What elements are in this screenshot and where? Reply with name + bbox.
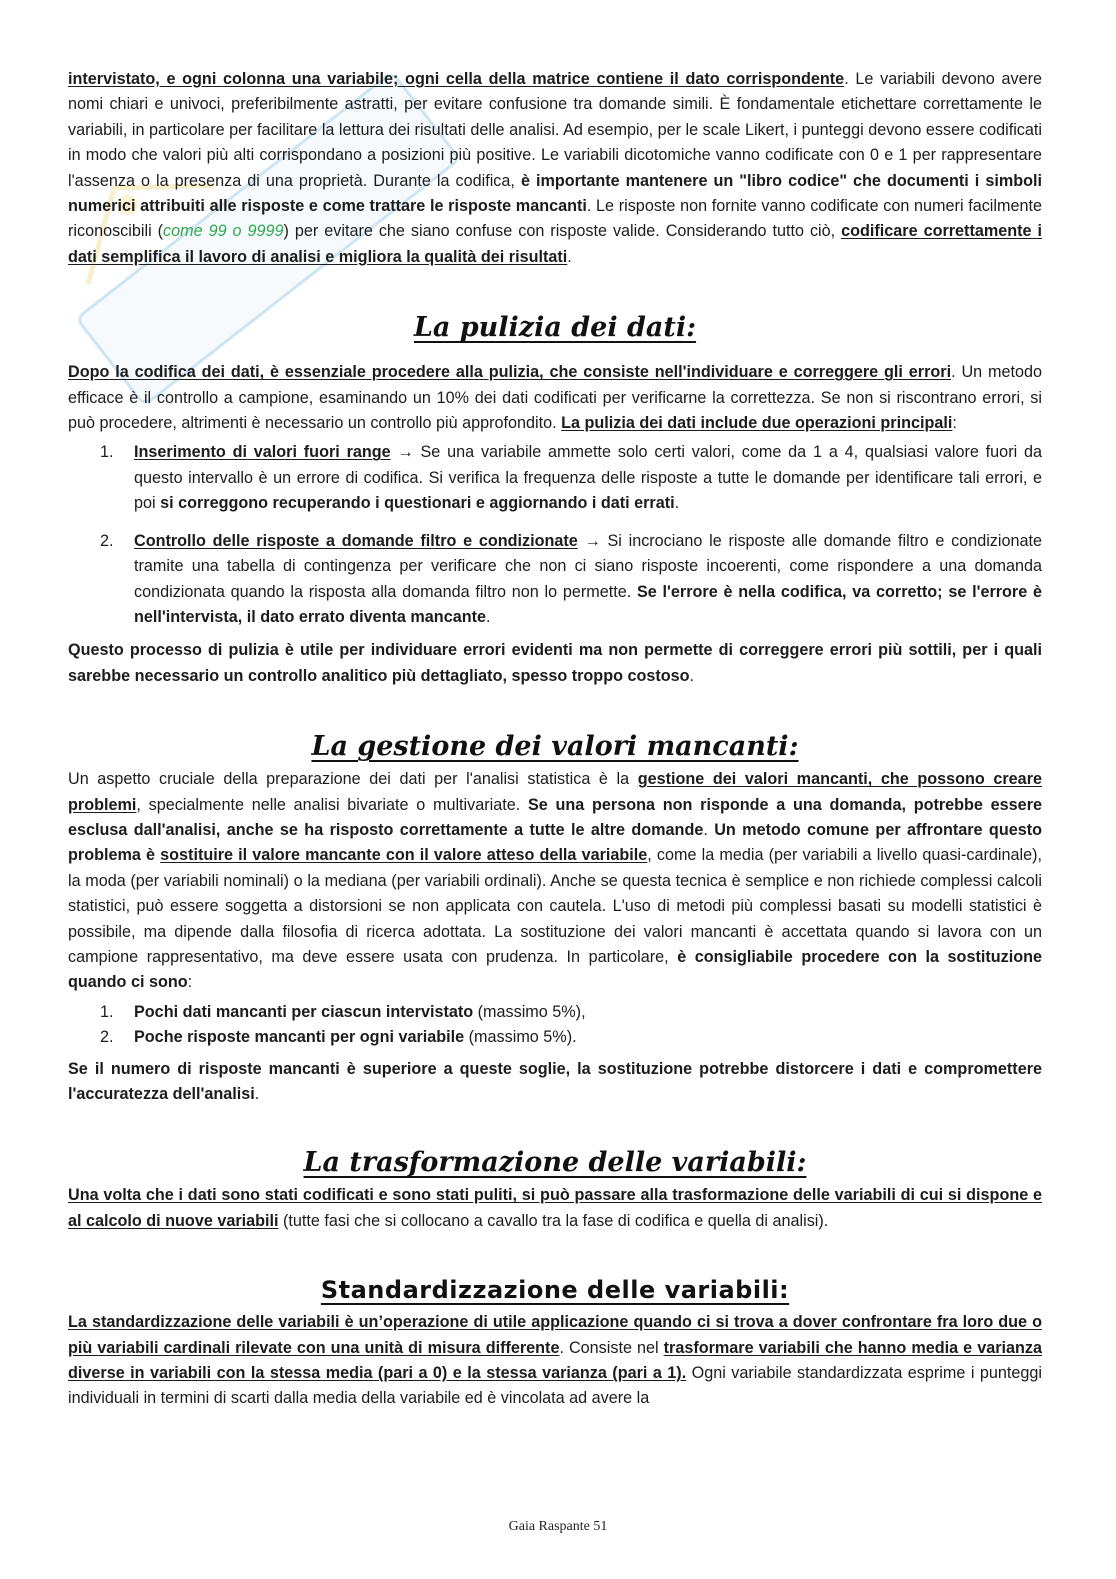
section-title-standardization: Standardizzazione delle variabili:: [320, 1276, 790, 1305]
intro-underlined-conclusion: codificare correttamente i dati semplifica il lavoro di analisi e migliora la qualità dei risultati: [68, 222, 1042, 266]
page-content: [68, 67, 1042, 1412]
cleaning-paragraph: Dopo la codifica dei dati, è essenziale procedere alla pulizia, che consiste nell'individuare e correggere gli errori. Un metodo efficace è il controllo a campione, esaminando un 10% dei dati codificati per verificarne la correttezza. Se non si riscontrano errori, si può procedere, altrimenti è necessario un controllo più approfondito. La pulizia dei dati include due operazioni principali:: [68, 363, 1042, 433]
transformation-paragraph: Una volta che i dati sono stati codificati e sono stati puliti, si può passare alla trasformazione delle variabili di cui si dispone e al calcolo di nuove variabili (tutte fasi che si collocano a cavallo tra la fase di codifica e quella di analisi).: [68, 1186, 1042, 1230]
page-footer: Gaia Raspante 51: [508, 1519, 608, 1534]
missing-values-paragraph: Un aspetto cruciale della preparazione dei dati per l'analisi statistica è la gestione dei valori mancanti, che possono creare problemi, specialmente nelle analisi bivariate o multivariate. Se una persona non risponde a una domanda, potrebbe essere esclusa dall'analisi, anche se ha risposto correttamente a tutte le altre domande. Un metodo comune per affrontare questo problema è sostituire il valore mancante con il valore atteso della variabile, come la media (per variabili a livello quasi-cardinale), la moda (per variabili nominali) o la mediana (per variabili ordinali). Anche se questa tecnica è semplice e non richiede complessi calcoli statistici, può essere soggetta a distorsioni se non applicata con cautela. L'uso di metodi più complessi basati su modelli statistici è possibile, ma dipende dalla filosofia di ricerca adottata. La sostituzione dei valori mancanti è accettata quando si lavora con un campione rappresentativo, ma deve essere usata con prudenza. In particolare, è consigliabile procedere con la sostituzione quando ci sono:: [68, 770, 1042, 992]
list-item: 2. Controllo delle risposte a domande filtro e condizionate → Si incrociano le risposte alle domande filtro e condizionate tramite una tabella di contingenza per verificare che non ci siano risposte incoerenti, come rispondere a una domanda condizionata quando la risposta alla domanda filtro non lo permette. Se l'errore è nella codifica, va corretto; se l'errore è nell'intervista, il dato errato diventa mancante.: [100, 531, 1042, 626]
list-item: 1. Inserimento di valori fuori range → Se una variabile ammette solo certi valori, come da 1 a 4, qualsiasi valore fuori da questo intervallo è un errore di codifica. Si verifica la frequenza delle risposte a tutte le domande per identificare tali errori, e poi si correggono recuperando i questionari e aggiornando i dati errati.: [100, 443, 1043, 513]
arrow-icon: →: [577, 531, 608, 550]
section-title-cleaning: La pulizia dei dati:: [413, 312, 697, 344]
intro-paragraph: intervistato, e ogni colonna una variabile; ogni cella della matrice contiene il dato corrispondente. Le variabili devono avere nomi chiari e univoci, preferibilmente astratti, per evitare confusione tra domande simili. È fondamentale etichettare correttamente le variabili, in particolare per facilitare la lettura dei risultati delle analisi. Ad esempio, per le scale Likert, i punteggi devono essere codificati in modo che valori più alti corrispondano a posizioni più positive. Le variabili dicotomiche vanno codificate con 0 e 1 per rappresentare l'assenza o la presenza di una proprietà. Durante la codifica, è importante mantenere un "libro codice" che documenti i simboli numerici attribuiti alle risposte e come trattare le risposte mancanti. Le risposte non fornite vanno codificate con numeri facilmente riconoscibili (come 99 o 9999) per evitare che siano confuse con risposte valide. Considerando tutto ciò, codificare correttamente i dati semplifica il lavoro di analisi e migliora la qualità dei risultati.: [68, 70, 1042, 266]
intro-underlined-lead: intervistato, e ogni colonna una variabile; ogni cella della matrice contiene il dato corrispondente: [68, 70, 845, 88]
substitution-conditions-list: [68, 1000, 1042, 1051]
section-title-missing-values: La gestione dei valori mancanti:: [311, 731, 799, 763]
intro-bold-codebook: è importante mantenere un "libro codice" che documenti i simboli numerici attribuiti alle risposte e come trattare le risposte mancanti: [68, 171, 1042, 216]
cleaning-operations-list: [68, 440, 1042, 630]
list-item: 1. Pochi dati mancanti per ciascun intervistato (massimo 5%),: [100, 1002, 586, 1021]
standardization-paragraph: La standardizzazione delle variabili è un’operazione di utile applicazione quando ci si trova a dover confrontare fra loro due o più variabili cardinali rilevate con una unità di misura differente. Consiste nel trasformare variabili che hanno media e varianza diverse in variabili con la stessa media (pari a 0) e la stessa varianza (pari a 1). Ogni variabile standardizzata esprime i punteggi individuali in termini di scarti dalla media della variabile ed è vincolata ad avere la: [68, 1313, 1042, 1408]
section-title-transformation: La trasformazione delle variabili:: [303, 1147, 807, 1179]
missing-closing-paragraph: Se il numero di risposte mancanti è superiore a queste soglie, la sostituzione potrebbe distorcere i dati e compromettere l'accuratezza dell'analisi.: [68, 1059, 1042, 1103]
list-item: 2. Poche risposte mancanti per ogni variabile (massimo 5%).: [100, 1028, 577, 1047]
green-example-text: come 99 o 9999: [163, 222, 284, 241]
cleaning-closing-paragraph: Questo processo di pulizia è utile per individuare errori evidenti ma non permette di correggere errori più sottili, per i quali sarebbe necessario un controllo analitico più dettagliato, spesso troppo costoso.: [68, 641, 1042, 685]
arrow-icon: →: [390, 443, 421, 462]
